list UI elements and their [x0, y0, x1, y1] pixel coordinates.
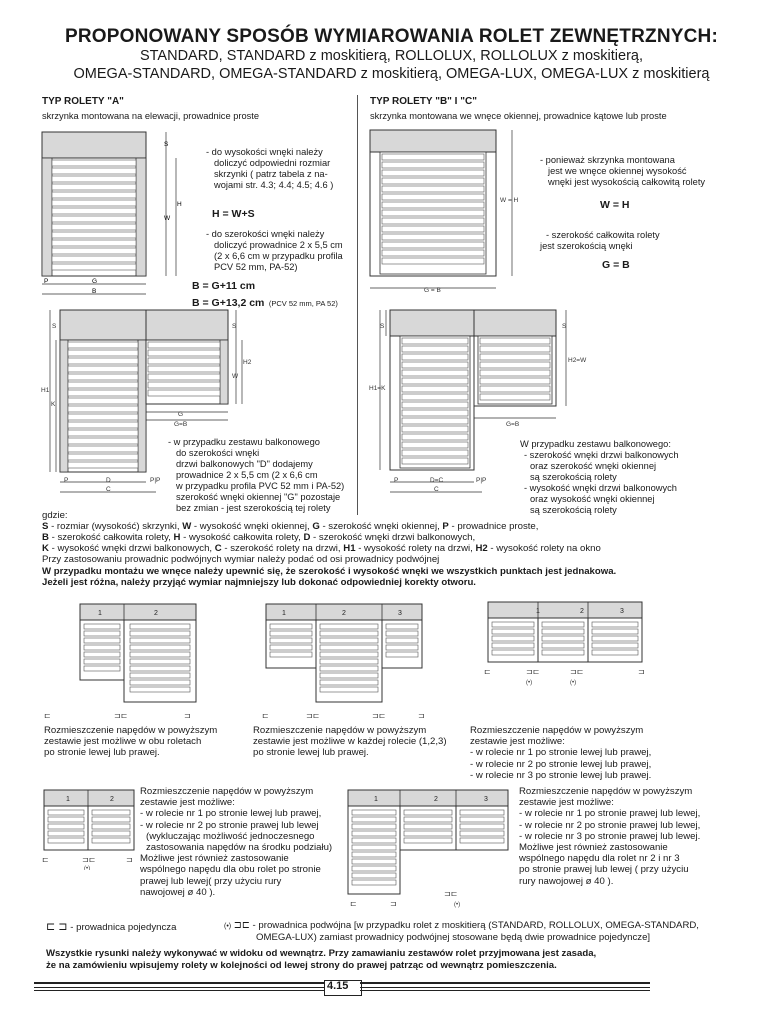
roller-slat: [52, 264, 136, 270]
roller-slat: [68, 414, 138, 420]
roller-number: 2: [154, 610, 158, 617]
guide-single-icon: ⊐: [126, 855, 133, 864]
roller-slat: [68, 406, 138, 412]
roller-slat: [68, 390, 138, 396]
roller-slat: [148, 382, 220, 388]
label-h2: H2: [243, 359, 252, 366]
roller-slat: [130, 652, 190, 657]
guide-single-icon: ⊐: [418, 711, 425, 720]
guide-single-icon: ⊏ ⊐: [46, 921, 68, 933]
col-bc-title: TYP ROLETY "B" I "C": [370, 96, 477, 107]
roller-slat: [52, 248, 136, 254]
formula-b-1: B = G+11 cm: [192, 280, 256, 292]
guide-single-icon: ⊐: [638, 667, 645, 676]
guide-double-icon: ⊐⊏: [372, 711, 386, 720]
roller-slat: [492, 622, 534, 627]
label-c: C: [434, 486, 439, 493]
roller-slat: [148, 358, 220, 364]
roller-slat: [352, 852, 396, 857]
roller-slat: [402, 402, 468, 408]
col-bc-note-2: - szerokość całkowita rolety jest szerokością wnęki: [540, 230, 660, 251]
roller-slat: [148, 366, 220, 372]
roller-slat: [320, 680, 378, 685]
roller-slat: [84, 652, 120, 657]
roller-slat: [92, 817, 130, 822]
roller-number: 1: [66, 796, 70, 803]
roller-slat: [352, 859, 396, 864]
guide-single-icon: ⊏: [44, 711, 51, 720]
roller-slat: [492, 643, 534, 648]
label-gb: G=B: [174, 421, 188, 428]
roller-slat: [386, 638, 418, 643]
subtitle-line-2: OMEGA-STANDARD, OMEGA-STANDARD z moskitierą, OMEGA-LUX, OMEGA-LUX z moskitierą: [73, 66, 710, 82]
roller-slat: [542, 622, 584, 627]
roller-slat: [402, 338, 468, 344]
roller-slat: [592, 650, 638, 655]
label-s: S: [164, 141, 169, 148]
roller-slat: [270, 645, 312, 650]
roller-slat: [130, 680, 190, 685]
roller-slat: [68, 446, 138, 452]
guide-single-legend: ⊏ ⊐ - prowadnica pojedyncza: [46, 921, 177, 933]
roller-number: 1: [374, 796, 378, 803]
roller-slat: [386, 631, 418, 636]
roller-slat: [270, 638, 312, 643]
roller-slat: [352, 817, 396, 822]
roller-slat: [352, 845, 396, 850]
roller-slat: [68, 382, 138, 388]
double-guide-mark: (•): [526, 680, 533, 686]
set-4-text: Rozmieszczenie napędów w powyższym zestawie jest możliwe: - w rolecie nr 1 po stronie lewej lub prawej, - w rolecie nr 2 po stronie prawej lub lewej (wykluczając możliwość jednoczesnego zastosowania napędów na środku podziału) Możliwe jest również zastosowanie wspólnego napędu dla obu rolet po stronie prawej lub lewej( przy użyciu rury nawojowej ø 40 ).: [140, 786, 333, 898]
guide-double-icon: ⊐⊏: [233, 920, 250, 931]
roller-slat: [130, 687, 190, 692]
roller-slat: [402, 378, 468, 384]
col-bc-note-1: - ponieważ skrzynka montowana jest we wnęce okiennej wysokość wnęki jest wysokością całkowitą rolety: [540, 155, 706, 187]
legend-line-2: B - szerokość całkowita rolety, H - wysokość całkowita rolety, D - szerokość wnęki drzwi balkonowych,: [42, 532, 476, 543]
roller-slat: [352, 880, 396, 885]
roller-slat: [84, 638, 120, 643]
label-s: S: [232, 323, 237, 330]
label-s: S: [52, 323, 57, 330]
roller-slat: [542, 629, 584, 634]
set-3-text: Rozmieszczenie napędów w powyższym zestawie jest możliwe: - w rolecie nr 1 po stronie lewej lub prawej, - w rolecie nr 2 po stronie lewej lub prawej, - w rolecie nr 3 po stronie lewej lub prawej.: [470, 725, 652, 781]
roller-number: 3: [620, 608, 624, 615]
roller-slat: [402, 394, 468, 400]
roller-slat: [52, 200, 136, 206]
roller-slat: [492, 650, 534, 655]
guide-single-icon: ⊏: [42, 855, 49, 864]
roller-number: 3: [398, 610, 402, 617]
guide-double-legend: (•) ⊐⊏ - prowadnica podwójna [w przypadku rolet z moskitierą (STANDARD, ROLLOLUX, OMEGA-STANDARD, OMEGA-LUX) zamiast prowadnicy podwójnej stosowane będą dwie prowadnice pojedyncze]: [224, 920, 699, 944]
roller-slat: [320, 631, 378, 636]
roller-slat: [92, 824, 130, 829]
roller-slat: [68, 366, 138, 372]
roller-slat: [352, 810, 396, 815]
roller-slat: [382, 218, 484, 224]
roller-slat: [68, 398, 138, 404]
roller-number: 1: [98, 610, 102, 617]
roller-slat: [68, 374, 138, 380]
label-k: K: [51, 401, 56, 408]
roller-slat: [320, 624, 378, 629]
label-g-b: G=B: [506, 421, 520, 428]
roller-slat: [352, 831, 396, 836]
roller-number: 1: [282, 610, 286, 617]
roller-slat: [320, 659, 378, 664]
roller-slat: [480, 338, 550, 344]
roller-slat: [592, 643, 638, 648]
roller-slat: [52, 256, 136, 262]
guide-single-icon: ⊏: [262, 711, 269, 720]
roller-slat: [320, 673, 378, 678]
roller-slat: [148, 390, 220, 396]
double-guide-mark: (•): [454, 902, 461, 908]
roller-slat: [382, 250, 484, 256]
guide-double-icon: ⊐⊏: [114, 711, 128, 720]
legend-warning-2: Jeżeli jest różna, należy przyjąć wymiar najmniejszy lub dokonać odpowiedniej korekty otworu.: [42, 577, 476, 588]
page-number: 4.15: [327, 980, 349, 992]
roller-slat: [68, 358, 138, 364]
roller-slat: [382, 194, 484, 200]
roller-slat: [542, 650, 584, 655]
roller-slat: [480, 346, 550, 352]
roller-slat: [68, 454, 138, 460]
label-c: C: [106, 486, 111, 493]
label-w: W: [164, 215, 171, 222]
roller-slat: [130, 638, 190, 643]
roller-slat: [492, 629, 534, 634]
roller-slat: [386, 645, 418, 650]
roller-slat: [382, 258, 484, 264]
roller-slat: [68, 342, 138, 348]
roller-slat: [68, 422, 138, 428]
roller-slat: [320, 666, 378, 671]
set-4-diagram: [40, 786, 140, 870]
roller-slat: [130, 659, 190, 664]
roller-slat: [382, 154, 484, 160]
roller-slat: [382, 178, 484, 184]
guide-double-icon: ⊐⊏: [444, 889, 458, 898]
label-pp: P|P: [150, 477, 161, 484]
legend-heading: gdzie:: [42, 510, 68, 521]
page-title: PROPONOWANY SPOSÓB WYMIAROWANIA ROLET ZEWNĘTRZNYCH:: [64, 26, 719, 47]
roller-slat: [460, 810, 504, 815]
roller-slat: [402, 354, 468, 360]
roller-slat: [480, 354, 550, 360]
roller-slat: [320, 645, 378, 650]
label-h1: H1: [41, 387, 50, 394]
roller-slat: [402, 370, 468, 376]
label-s: S: [562, 323, 567, 330]
label-w: W: [232, 373, 239, 380]
label-h: H: [177, 201, 182, 208]
roller-number: 3: [484, 796, 488, 803]
label-b: B: [92, 288, 97, 295]
roller-slat: [402, 362, 468, 368]
guide-double-icon: ⊐⊏: [306, 711, 320, 720]
set-2-diagram: [250, 600, 440, 722]
guide-single-icon: ⊐: [390, 899, 397, 908]
roller-slat: [68, 430, 138, 436]
roller-slat: [592, 622, 638, 627]
roller-slat: [68, 462, 138, 468]
roller-slat: [382, 242, 484, 248]
roller-slat: [402, 434, 468, 440]
label-s: S: [380, 323, 385, 330]
roller-slat: [130, 631, 190, 636]
roller-slat: [68, 438, 138, 444]
roller-slat: [320, 652, 378, 657]
roller-number: 2: [110, 796, 114, 803]
label-pp: P|P: [476, 477, 487, 484]
roller-slat: [480, 394, 550, 400]
roller-slat: [460, 817, 504, 822]
set-3-diagram: [480, 598, 660, 690]
roller-slat: [148, 374, 220, 380]
roller-slat: [52, 184, 136, 190]
label-g: G: [178, 411, 184, 418]
diagram-type-a-window: [36, 128, 196, 300]
col-a-subtitle: skrzynka montowana na elewacji, prowadnice proste: [42, 111, 260, 121]
roller-slat: [460, 831, 504, 836]
roller-slat: [84, 624, 120, 629]
roller-slat: [84, 666, 120, 671]
col-a-title: TYP ROLETY "A": [42, 96, 124, 107]
guide-double-icon: ⊐⊏: [570, 667, 584, 676]
guide-single-icon: ⊐: [184, 711, 191, 720]
roller-slat: [84, 631, 120, 636]
roller-slat: [382, 162, 484, 168]
roller-number: 2: [580, 608, 584, 615]
roller-slat: [382, 202, 484, 208]
label-h2-w: H2=W: [568, 357, 587, 364]
set-1-text: Rozmieszczenie napędów w powyższym zestawie jest możliwe w obu roletach po stronie lewej lub prawej.: [44, 725, 218, 759]
roller-slat: [84, 659, 120, 664]
double-guide-mark: (•): [84, 866, 91, 870]
roller-slat: [404, 831, 452, 836]
label-p: P: [44, 278, 49, 285]
formula-g-b: G = B: [602, 259, 630, 271]
diagram-type-bc-window: [366, 126, 536, 298]
legend-warning-1: W przypadku montażu we wnęce należy upewnić się, że szerokość i wysokość wnęki we wszystkich punktach jest jednakowa.: [42, 566, 617, 577]
roller-slat: [48, 817, 84, 822]
roller-slat: [404, 824, 452, 829]
roller-slat: [52, 176, 136, 182]
roller-number: 2: [342, 610, 346, 617]
roller-slat: [480, 370, 550, 376]
roller-number: 2: [434, 796, 438, 803]
label-g-b: G = B: [424, 287, 441, 294]
roller-slat: [52, 208, 136, 214]
roller-slat: [92, 831, 130, 836]
col-bc-subtitle: skrzynka montowana we wnęce okiennej, prowadnice kątowe lub proste: [370, 111, 667, 121]
roller-slat: [402, 450, 468, 456]
roller-slat: [480, 386, 550, 392]
formula-w-h: W = H: [600, 199, 630, 211]
formula-h-w-s: H = W+S: [212, 208, 255, 220]
roller-slat: [52, 160, 136, 166]
roller-slat: [382, 210, 484, 216]
set-5-text: Rozmieszczenie napędów w powyższym zestawie jest możliwe: - w rolecie nr 1 po stronie prawej lub lewej, - w rolecie nr 2 po stronie prawej lub lewej, - w rolecie nr 3 po stronie prawej lub lewej. Możliwe jest również zastosowanie wspólnego napędu dla rolet nr 2 i nr 3 po stronie prawej lub lewej ( przy użyciu rury nawojowej ø 40 ).: [519, 786, 701, 887]
legend-line-1: S - rozmiar (wysokość) skrzynki, W - wysokość wnęki okiennej, G - szerokość wnęki okiennej, P - prowadnice proste,: [42, 521, 539, 532]
roller-slat: [92, 810, 130, 815]
label-p: P: [394, 477, 399, 484]
roller-slat: [402, 442, 468, 448]
roller-slat: [52, 232, 136, 238]
legend-line-3: K - wysokość wnęki drzwi balkonowych, C - szerokość rolety na drzwi, H1 - wysokość rolety na drzwi, H2 - wysokość rolety na okno: [42, 543, 601, 554]
roller-slat: [52, 216, 136, 222]
roller-slat: [148, 342, 220, 348]
set-1-diagram: [44, 600, 204, 722]
guide-double-icon: ⊐⊏: [526, 667, 540, 676]
roller-slat: [352, 866, 396, 871]
roller-slat: [52, 168, 136, 174]
roller-slat: [352, 838, 396, 843]
roller-slat: [130, 645, 190, 650]
footer-line-1: Wszystkie rysunki należy wykonywać w widoku od wewnątrz. Przy zamawianiu zestawów rolet przyjmowana jest zasada,: [46, 948, 597, 959]
subtitle-line-1: STANDARD, STANDARD z moskitierą, ROLLOLUX, ROLLOLUX z moskitierą,: [139, 48, 644, 64]
formula-b-2: B = G+13,2 cm (PCV 52 mm, PA 52): [192, 297, 338, 309]
roller-slat: [130, 673, 190, 678]
roller-slat: [382, 186, 484, 192]
label-g: G: [92, 278, 98, 285]
footer-bar: [34, 980, 754, 994]
roller-slat: [270, 631, 312, 636]
roller-slat: [592, 636, 638, 641]
roller-slat: [352, 873, 396, 878]
col-a-note-1: - do wysokości wnęki należy doliczyć odpowiedni rozmiar skrzynki ( patrz tabela z na- wojami str. 4.3; 4.4; 4.5; 4.6 ): [206, 147, 334, 190]
roller-slat: [542, 643, 584, 648]
roller-slat: [320, 638, 378, 643]
col-a-balcony-note: - w przypadku zestawu balkonowego do szerokości wnęki drzwi balkonowych "D" dodajemy prowadnice 2 x 5,5 cm (2 x 6,6 cm w przypadku profila PVC 52 mm i PA-52) szerokość wnęki okiennej "G" pozostaje bez zmian - jest szerokością tej rolety: [168, 437, 345, 513]
footer-line-2: że na zamówieniu wpisujemy rolety w kolejności od lewej strony do prawej patrząc od wewnątrz pomieszczenia.: [46, 960, 557, 971]
roller-slat: [402, 418, 468, 424]
roller-slat: [542, 636, 584, 641]
col-a-note-2: - do szerokości wnęki należy doliczyć prowadnice 2 x 5,5 cm (2 x 6,6 cm w przypadku profila PCV 52 mm, PA-52): [206, 229, 343, 272]
roller-slat: [404, 838, 452, 843]
roller-slat: [492, 636, 534, 641]
label-w-h: W = H: [500, 197, 519, 204]
roller-slat: [402, 410, 468, 416]
roller-slat: [592, 629, 638, 634]
col-bc-balcony-note: W przypadku zestawu balkonowego: - szerokość wnęki drzwi balkonowych oraz szerokość wnęki okiennej są szerokością rolety - wysokość wnęki drzwi balkonowych oraz wysokość wnęki okiennej są szerokością rolety: [520, 439, 679, 515]
roller-slat: [402, 386, 468, 392]
roller-slat: [404, 817, 452, 822]
roller-slat: [270, 652, 312, 657]
roller-slat: [68, 350, 138, 356]
roller-slat: [480, 378, 550, 384]
roller-slat: [402, 346, 468, 352]
roller-slat: [48, 831, 84, 836]
roller-slat: [92, 838, 130, 843]
label-h1-k: H1=K: [369, 385, 386, 392]
roller-slat: [382, 226, 484, 232]
roller-slat: [320, 687, 378, 692]
roller-slat: [48, 824, 84, 829]
roller-slat: [52, 240, 136, 246]
set-5-diagram: [344, 786, 514, 918]
roller-slat: [480, 362, 550, 368]
guide-single-icon: ⊏: [350, 899, 357, 908]
roller-slat: [382, 170, 484, 176]
roller-slat: [52, 192, 136, 198]
set-2-text: Rozmieszczenie napędów w powyższym zestawie jest możliwe w każdej rolecie (1,2,3) po stronie lewej lub prawej.: [253, 725, 447, 759]
guide-single-icon: ⊏: [484, 667, 491, 676]
roller-slat: [402, 458, 468, 464]
label-d-c: D=C: [430, 477, 444, 484]
roller-slat: [460, 824, 504, 829]
double-guide-mark: (•): [570, 680, 577, 686]
roller-slat: [52, 224, 136, 230]
roller-slat: [48, 810, 84, 815]
roller-slat: [386, 624, 418, 629]
label-p: P: [64, 477, 69, 484]
roller-slat: [352, 824, 396, 829]
legend-line-4: Przy zastosowaniu prowadnic podwójnych wymiar należy podać od osi prowadnicy podwójnej: [42, 554, 440, 565]
guide-double-icon: ⊐⊏: [82, 855, 96, 864]
column-divider: [357, 95, 358, 515]
roller-slat: [48, 838, 84, 843]
roller-slat: [382, 234, 484, 240]
roller-slat: [130, 624, 190, 629]
label-d: D: [106, 477, 111, 484]
roller-slat: [386, 652, 418, 657]
roller-slat: [270, 624, 312, 629]
roller-slat: [460, 838, 504, 843]
roller-slat: [148, 350, 220, 356]
roller-slat: [404, 810, 452, 815]
roller-slat: [84, 645, 120, 650]
roller-number: 1: [536, 608, 540, 615]
roller-slat: [130, 666, 190, 671]
roller-slat: [402, 426, 468, 432]
